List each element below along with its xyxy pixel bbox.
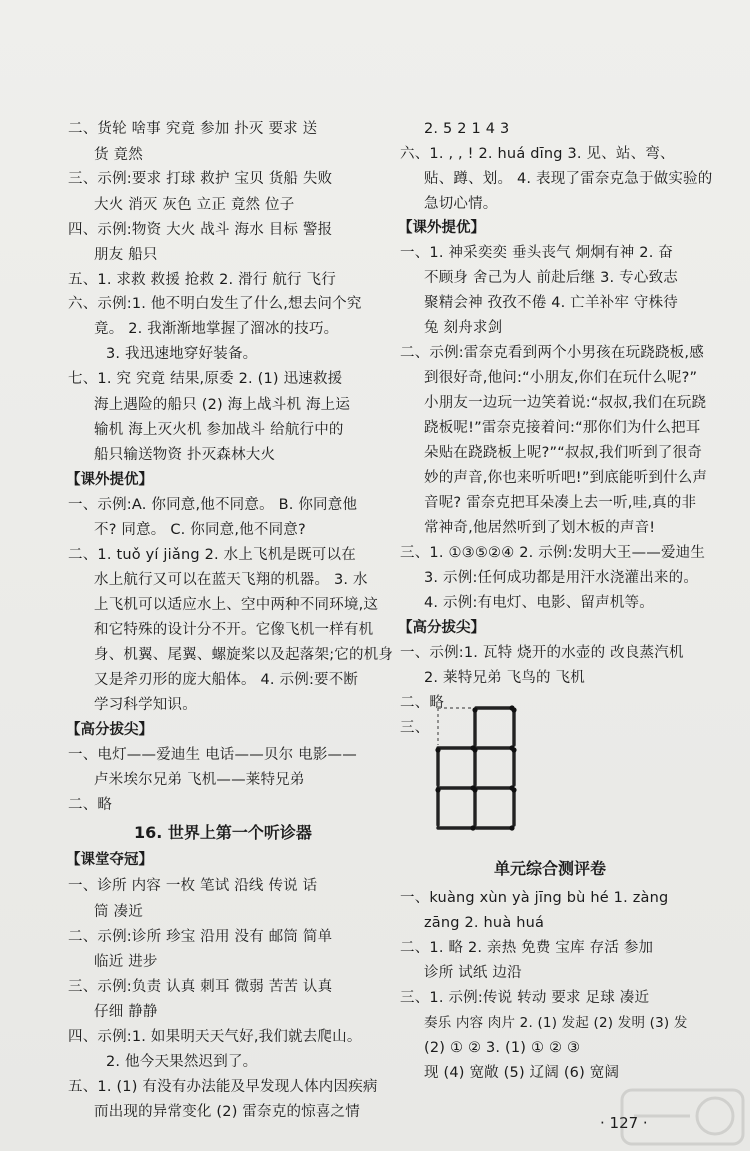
section-extra-heading-right: 【课外提优】 [398,220,485,236]
right-line-28: zāng 2. huà huá [424,915,545,931]
left-line-26: 一、电灯——爱迪生 电话——贝尔 电影—— [68,747,357,763]
left-line-16: 一、示例:A. 你同意,他不同意。 B. 你同意他 [68,497,358,513]
right-line-34: 现 (4) 宽敞 (5) 辽阔 (6) 宽阔 [424,1065,620,1081]
right-line-1: 2. 5 2 1 4 3 [424,121,510,137]
left-line-35: 三、示例:负责 认真 刺耳 微弱 苦苦 认真 [68,979,333,995]
right-line-22: 一、示例:1. 瓦特 烧开的水壶的 改良蒸汽机 [400,645,684,661]
left-line-39: 五、1. (1) 有没有办法能及早发现人体内因疾病 [68,1079,378,1095]
right-line-13: 跷板呢!”雷奈克接着问:“那你们为什么把耳 [424,420,701,436]
left-line-23: 又是斧刃形的庞大船体。 4. 示例:要不断 [94,672,359,688]
right-line-20: 4. 示例:有电灯、电影、留声机等。 [424,595,654,611]
right-line-32: 奏乐 内容 肉片 2. (1) 发起 (2) 发明 (3) 发 [424,1015,688,1031]
unit-test-title: 单元综合测评卷 [494,859,607,878]
right-line-16: 音呢? 雷奈克把耳朵凑上去一听,哇,真的非 [424,495,697,511]
left-line-8: 六、示例:1. 他不明白发生了什么,想去问个究 [68,296,362,312]
dashed-removed-square [438,708,473,745]
left-line-2: 货 竟然 [94,147,143,163]
right-line-11: 到很好奇,他问:“小朋友,你们在玩什么呢?” [424,370,698,386]
left-line-33: 二、示例:诊所 珍宝 沿用 没有 邮筒 简单 [68,929,333,945]
left-line-38: 2. 他今天果然迟到了。 [106,1054,258,1070]
left-line-18: 二、1. tuǒ yí jiǎng 2. 水上飞机是既可以在 [68,547,356,563]
left-line-14: 船只输送物资 扑灭森林大火 [94,447,276,463]
right-line-27: 一、kuàng xùn yà jīng bù hé 1. zàng [400,890,669,906]
right-line-25: 三、 [400,720,430,736]
right-line-10: 二、示例:雷奈克看到两个小男孩在玩跷跷板,感 [400,345,704,361]
section-class-heading: 【课堂夺冠】 [66,852,153,868]
right-line-15: 妙的声音,你也来听听吧!”到底能听到什么声 [424,470,708,486]
right-line-8: 聚精会神 孜孜不倦 4. 亡羊补牢 守株待 [424,295,678,311]
left-line-13: 输机 海上灭火机 参加战斗 给航行中的 [94,422,344,438]
watermark-logo [620,1086,745,1148]
right-line-12: 小朋友一边玩一边笑着说:“叔叔,我们在玩跷 [424,395,707,411]
right-line-9: 兔 刻舟求剑 [424,320,503,336]
matchstick-grid-diagram [428,700,528,840]
right-line-29: 二、1. 略 2. 亲热 免费 宝库 存活 参加 [400,940,654,956]
left-line-11: 七、1. 究 究竟 结果,原委 2. (1) 迅速救援 [68,371,343,387]
right-line-6: 一、1. 神采奕奕 垂头丧气 炯炯有神 2. 奋 [400,245,674,261]
left-line-3: 三、示例:要求 打球 救护 宝贝 货船 失败 [68,171,333,187]
left-line-19: 水上航行又可以在蓝天飞翔的机器。 3. 水 [94,572,368,588]
left-line-10: 3. 我迅速地穿好装备。 [106,346,258,362]
left-line-27: 卢米埃尔兄弟 飞机——莱特兄弟 [94,772,305,788]
left-line-24: 学习科学知识。 [94,697,197,713]
left-line-1: 二、货轮 啥事 究竟 参加 扑灭 要求 送 [68,121,318,137]
right-line-33: (2) ① ② 3. (1) ① ② ③ [424,1040,581,1056]
left-line-32: 筒 凑近 [94,904,143,920]
right-line-18: 三、1. ①③⑤②④ 2. 示例:发明大王——爱迪生 [400,545,706,561]
left-line-7: 五、1. 求救 救援 抢救 2. 滑行 航行 飞行 [68,272,336,288]
left-line-20: 上飞机可以适应水上、空中两种不同环境,这 [94,597,379,613]
left-line-28: 二、略 [68,797,113,813]
left-line-22: 身、机翼、尾翼、螺旋桨以及起落架;它的机身 [94,647,394,663]
right-line-14: 朵贴在跷跷板上呢?”“叔叔,我们听到了很奇 [424,445,703,461]
right-line-2: 六、1. , , ! 2. huá dīng 3. 见、站、弯、 [400,146,675,162]
section-extra-heading-left: 【课外提优】 [66,472,153,488]
left-line-31: 一、诊所 内容 一枚 笔试 沿线 传说 话 [68,878,318,894]
lesson-title: 16. 世界上第一个听诊器 [134,823,312,842]
right-line-30: 诊所 试纸 边沿 [424,965,522,981]
right-line-4: 急切心情。 [424,196,498,212]
left-line-21: 和它特殊的设计分不开。它像飞机一样有机 [94,622,374,638]
left-line-34: 临近 进步 [94,954,158,970]
matchsticks [438,708,514,828]
right-line-23: 2. 莱特兄弟 飞鸟的 飞机 [424,670,585,686]
left-line-9: 竟。 2. 我渐渐地掌握了溜冰的技巧。 [94,321,339,337]
left-line-36: 仔细 静静 [94,1004,158,1020]
right-line-3: 贴、蹲、划。 4. 表现了雷奈克急于做实验的 [424,171,713,187]
left-line-37: 四、示例:1. 如果明天天气好,我们就去爬山。 [68,1029,362,1045]
left-line-5: 四、示例:物资 大火 战斗 海水 目标 警报 [68,222,333,238]
right-line-17: 常神奇,他居然听到了划木板的声音! [424,520,656,536]
left-line-40: 而出现的异常变化 (2) 雷奈克的惊喜之情 [94,1104,360,1120]
right-line-19: 3. 示例:任何成功都是用汗水浇灌出来的。 [424,570,699,586]
section-top-heading-right: 【高分拔尖】 [398,620,485,636]
left-line-6: 朋友 船只 [94,247,158,263]
right-line-31: 三、1. 示例:传说 转动 要求 足球 凑近 [400,990,650,1006]
left-line-4: 大火 消灭 灰色 立正 竟然 位子 [94,197,295,213]
section-top-heading-left: 【高分拔尖】 [66,722,153,738]
right-line-24: 二、略 [400,695,445,711]
left-line-12: 海上遇险的船只 (2) 海上战斗机 海上运 [94,397,351,413]
page-number: · 127 · [600,1114,648,1132]
right-line-7: 不顾身 舍己为人 前赴后继 3. 专心致志 [424,270,678,286]
left-line-17: 不? 同意。 C. 你同意,他不同意? [94,522,306,538]
